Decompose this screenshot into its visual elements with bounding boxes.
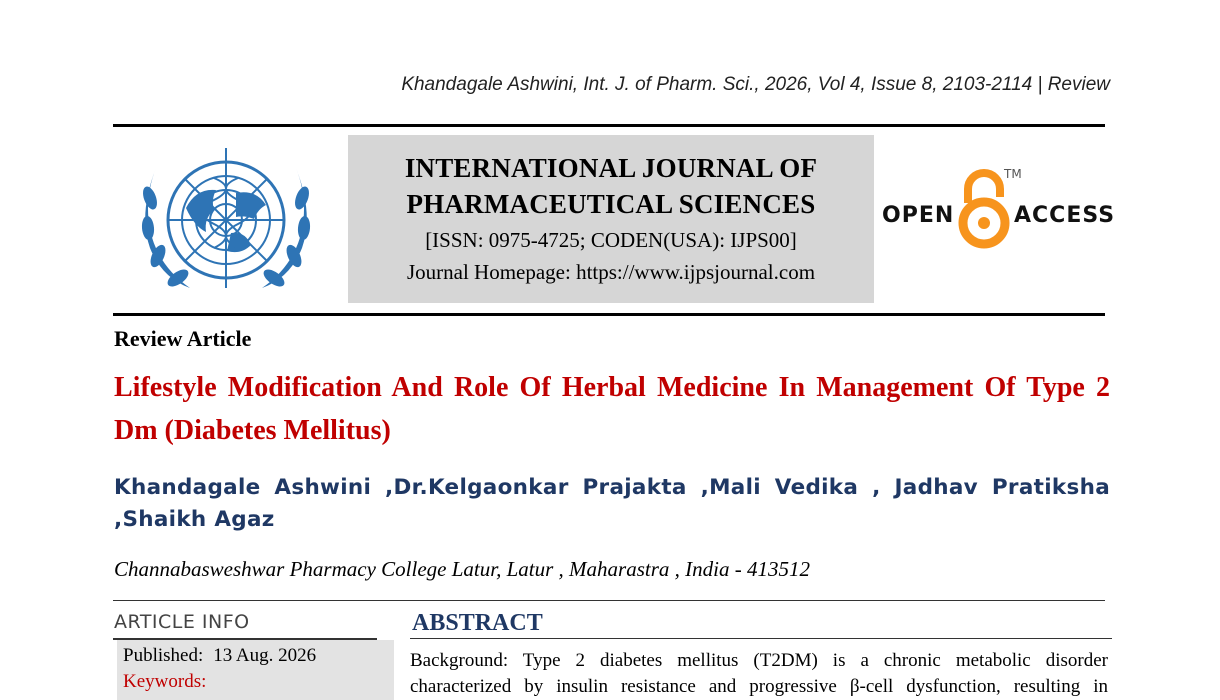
article-info-heading: ARTICLE INFO [114, 611, 250, 633]
article-title: Lifestyle Modification And Role Of Herbal Medicine In Management Of Type 2 Dm (Diabetes Mellitus) [114, 372, 1110, 446]
open-access-label-open: OPEN [882, 203, 955, 228]
article-type: Review Article [114, 326, 252, 351]
keywords-label: Keywords: [123, 671, 207, 692]
article-info-box [117, 640, 394, 700]
journal-issn: [ISSN: 0975-4725; CODEN(USA): IJPS00] [425, 228, 797, 252]
published-row [123, 645, 316, 667]
article-authors: Khandagale Ashwini ,Dr.Kelgaonkar Prajakta ,Mali Vedika , Jadhav Pratiksha ,Shaikh Agaz [114, 475, 1110, 532]
journal-title-line2: PHARMACEUTICAL SCIENCES [406, 189, 816, 219]
header-bottom-divider [113, 313, 1105, 316]
abstract-heading: ABSTRACT [412, 610, 543, 636]
trademark-mark: TM [1004, 167, 1022, 181]
un-emblem-icon [126, 138, 326, 308]
published-label: Published: [123, 645, 204, 666]
citation-line: Khandagale Ashwini, Int. J. of Pharm. Sci., 2026, Vol 4, Issue 8, 2103-2114 | Review [401, 74, 1110, 95]
journal-title-line1: INTERNATIONAL JOURNAL OF [404, 153, 818, 183]
affiliation-divider [113, 600, 1105, 601]
open-access-logo [880, 165, 1116, 255]
top-divider [113, 124, 1105, 127]
abstract-text: Background: Type 2 diabetes mellitus (T2DM) is a chronic metabolic disorder characterized by insulin resistance and progressive β-cell dysfunction, resulting in [410, 650, 1108, 697]
published-date: 13 Aug. 2026 [213, 645, 317, 666]
open-access-lock-icon [958, 167, 1010, 251]
abstract-divider [410, 638, 1112, 639]
journal-header-box [348, 135, 874, 303]
article-affiliation: Channabasweshwar Pharmacy College Latur, Latur , Maharastra , India - 413512 [114, 557, 810, 581]
open-access-label-access: ACCESS [1014, 203, 1116, 228]
journal-homepage: Journal Homepage: https://www.ijpsjournal.com [406, 260, 816, 284]
